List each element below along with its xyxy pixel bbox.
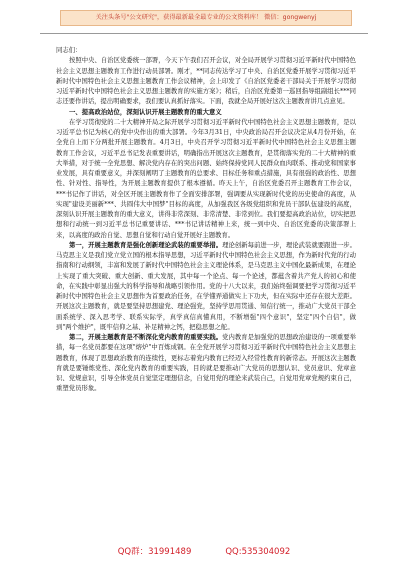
greeting: 同志们： (56, 47, 82, 54)
paragraph-second-point (56, 333, 356, 395)
paragraph-first-point (56, 241, 356, 333)
paragraph-second-body: 党内教育是加强党的思想政治建设的一项重要举措，每一名党员都要在这项"熔炉"中百炼成钢。在全党开展学习贯彻习近平新时代中国特色社会主义思想主题教育，体现了思想政治教育的连续性，更标志着党内教育已经迈入经常性教育的新常态。开展这次主题教育就是要锤炼党性、深化党内教育的重要实践，目的就是要推动广大党员的思想认识、党员意识、党章意识、党规意识，引导全体党员自觉坚定理想信念，自觉用党的理论来武装自己，自觉用党章党规约束自己，重塑党员形象。 (56, 334, 357, 393)
footer-qq-number: QQ:535304092 (225, 547, 291, 557)
top-banner: 关注头条号"公文研究"，获得最新最全最专业的公文资料库！ 微信：gongwenyj (60, 10, 352, 26)
header-divider (40, 33, 368, 34)
subheading-first: 第一，开展主题教育是强化创新理论武装的重要举措。 (69, 241, 223, 249)
paragraph-intro: 按照中央、自治区党委统一部署，今天下午我们召开会议，对全局开展学习贯彻习近平新时代中国特色社会主义思想主题教育工作进行动员部署。刚才，**同志传达学习了中央、自治区党委开展学习贯彻习近平新时代中国特色社会主义思想主题教育工作会议精神，会上印发了《自治区党委老干部局关于开展学习贯彻习近平新时代中国特色社会主义思想主题教育的实施方案》；稍后，自治区党委第一巡回指导组副组长***同志还要作讲话，提出明确要求，我们要认真抓好落实。下面，我就全局开展好这次主题教育讲几点意见。 (56, 57, 356, 106)
footer-qq-group: QQ群：31991489 (117, 547, 192, 557)
section-heading-1: 一、提高政治站位，深刻认识开展主题教育的重大意义 (69, 108, 222, 116)
paragraph-significance: 在学习贯彻党的二十大精神开局之际开展学习贯彻习近平新时代中国特色社会主义思想主题教育，是以习近平总书记为核心的党中央作出的重大部署。今年3月31日，中央政治局召开会议决定从4月份开始，在全党自上而下分两批开展主题教育。4月3日，中央召开学习贯彻习近平新时代中国特色社会主义思想主题教育工作会议，习近平总书记发表重要讲话，明确指出开展这次主题教育，是贯彻落实党的二十大精神的重大举措，对于统一全党思想、解决党内存在的突出问题、始终保持党同人民群众血肉联系、推动党和国家事业发展，具有重要意义，并深刻阐明了主题教育的总要求、目标任务和重点措施，具有很强的政治性、思想性、针对性、指导性，为开展主题教育提供了根本遵循。昨天上午，自治区党委召开主题教育工作会议，***书记作了讲话，对全区开展主题教育作了全面安排部署，强调要从实现新时代党的历史使命的高度，从实现"建设美丽新***、共圆伟大中国梦"目标的高度，从加强我区各级党组织和党员干部队伍建设的高度，深刻认识开展主题教育的重大意义，讲得非常深刻、非常清楚、非常到位。我们要提高政治站位，切实把思想和行动统一到习近平总书记重要讲话、***书记讲话精神上来，统一到中央、自治区党委的决策部署上来，以高度的政治自觉、思想自觉和行动自觉开展好主题教育。 (56, 118, 356, 239)
subheading-second: 第二，开展主题教育是不断深化党内教育的重要实践。 (69, 334, 223, 341)
document-body (56, 46, 356, 395)
paragraph-first-body: 理论创新每前进一步，理论武装就要跟进一步。马克思主义是我们党立党立国的根本指导思想，习近平新时代中国特色社会主义思想，作为新时代党的行动指南和行动纲领，丰富和发展了新时代中国特色社会主义理论体系，是马克思主义中国化最新成果，在理论上实现了重大突破、重大创新、重大发展，其中每一个论点、每一个论述，都蕴含着共产党人的初心和使命，在实践中彰显出强大的科学指导和战略引领作用。党的十八大以来，我们始终强调要把学习贯彻习近平新时代中国特色社会主义思想作为首要政治任务，在学懂弄通做实上下功夫，但在实际中还存在很大差距。开展这次主题教育，就是要坚持思想建党、理论强党，坚持学思用贯通、知信行统一，推动广大党员干部全面系统学、深入思考学、联系实际学，真学真信真懂真用，不断增强"四个意识"，坚定"四个自信"，做到"两个维护"，既牢信仰之基、补足精神之钙，把稳思想之舵。 (56, 241, 357, 331)
footer-contact (0, 545, 408, 557)
